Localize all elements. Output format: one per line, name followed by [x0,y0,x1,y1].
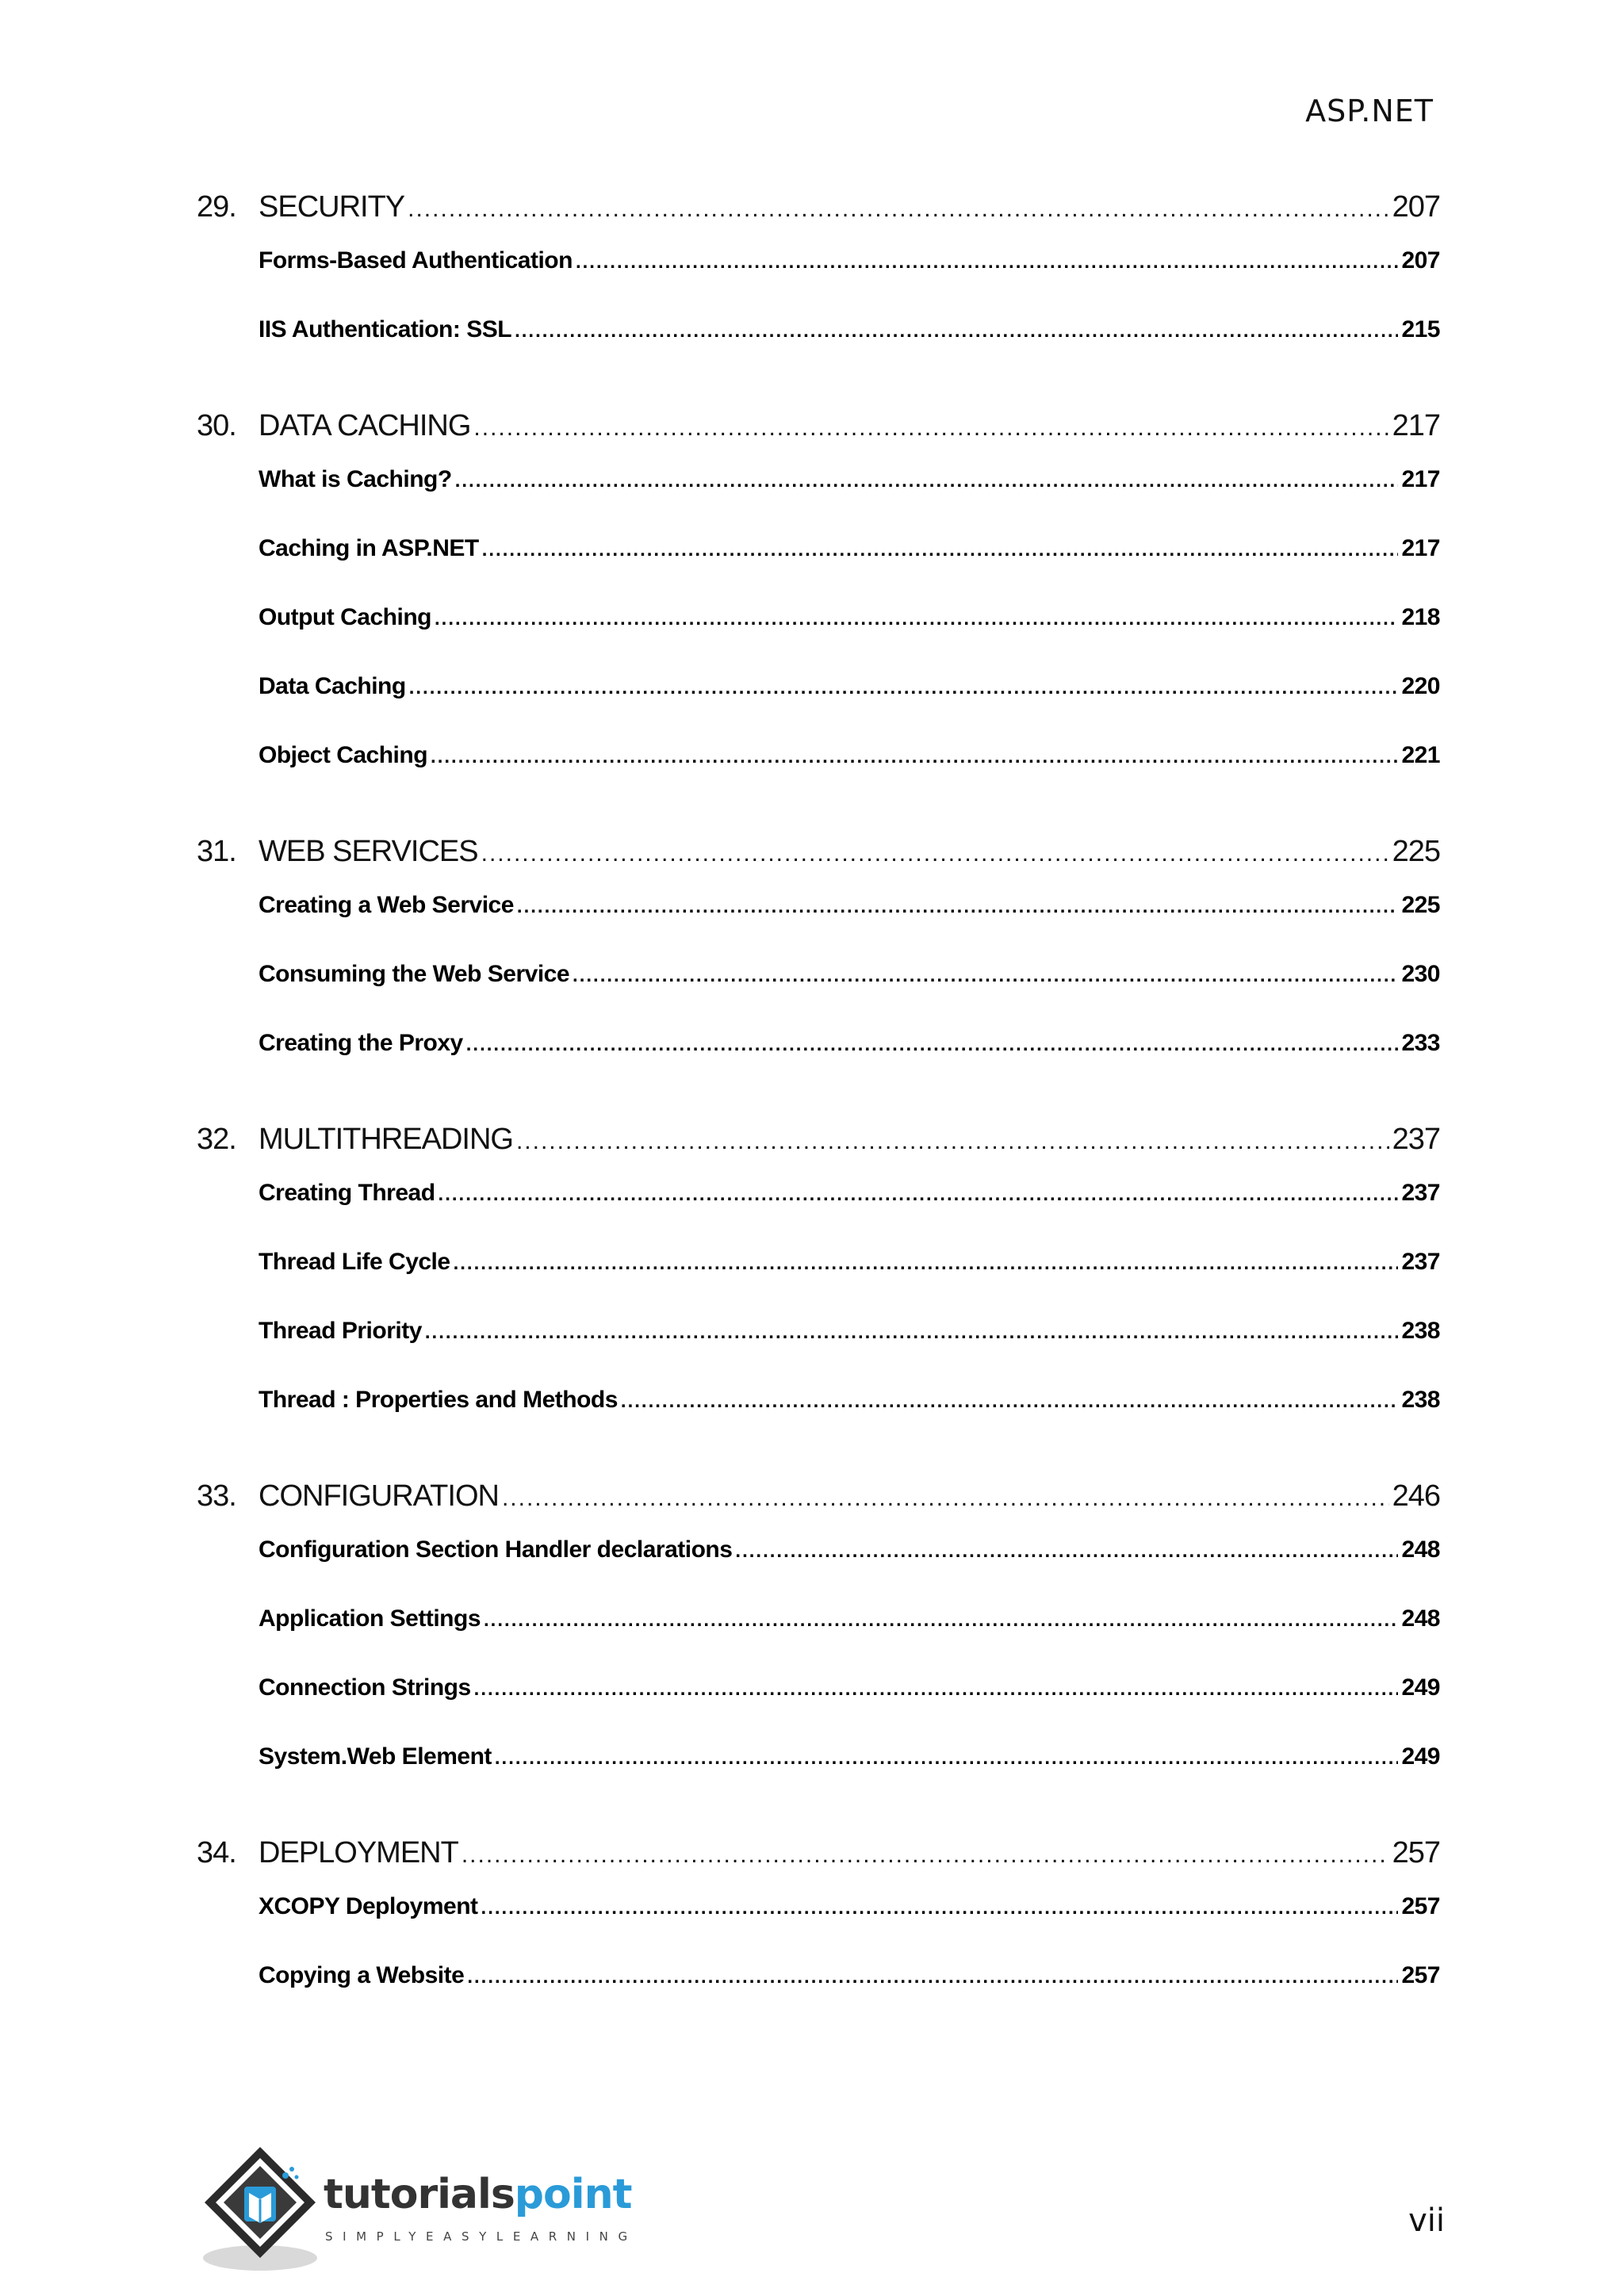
logo-tagline: SIMPLYEASYLEARNING [325,2229,638,2244]
section-page-number: 217 [1401,466,1440,492]
toc-section-entry[interactable] [197,1387,1440,1456]
toc-section-entry[interactable] [197,1674,1440,1743]
section-page-number: 220 [1401,673,1440,699]
section-title: XCOPY Deployment [259,1893,478,1919]
dot-leader [439,1184,1399,1206]
dot-leader [482,539,1399,561]
tutorialspoint-logo [198,2141,638,2275]
dot-leader [495,1747,1399,1770]
chapter-page-number: 246 [1392,1479,1440,1513]
toc-chapter [197,190,1440,409]
dot-leader [467,1966,1398,1988]
toc-section-entry[interactable] [197,247,1440,316]
section-title: Connection Strings [259,1674,471,1701]
chapter-number: 34. [197,1836,236,1869]
section-title: Copying a Website [259,1962,465,1988]
section-title: Thread Life Cycle [259,1249,450,1275]
toc-chapter-entry[interactable] [197,1479,1440,1533]
section-page-number: 249 [1401,1743,1440,1770]
toc-section-entry[interactable] [197,1249,1440,1318]
section-page-number: 238 [1401,1318,1440,1344]
section-title: What is Caching? [259,466,452,492]
toc-section-list [197,1893,1440,2031]
logo-word-point: point [514,2171,632,2218]
toc-section-list [197,1536,1440,1812]
chapter-title: CONFIGURATION [259,1479,499,1513]
dot-leader [462,1842,1389,1869]
section-title: Consuming the Web Service [259,961,570,987]
toc-chapter [197,1123,1440,1479]
toc-section-entry[interactable] [197,1962,1440,2031]
dot-leader [516,1128,1389,1155]
section-title: Thread : Properties and Methods [259,1387,618,1413]
toc-section-entry[interactable] [197,673,1440,742]
dot-leader [481,1897,1399,1919]
chapter-spacer [197,1456,1440,1479]
dot-leader [408,196,1388,223]
dot-leader [515,320,1398,342]
chapter-number: 29. [197,190,236,224]
dot-leader [435,608,1398,630]
section-title: Application Settings [259,1605,481,1632]
section-page-number: 207 [1401,247,1440,274]
section-page-number: 237 [1401,1249,1440,1275]
toc-chapter [197,1836,1440,2031]
toc-section-entry[interactable] [197,1605,1440,1674]
toc-section-entry[interactable] [197,1030,1440,1099]
toc-section-entry[interactable] [197,604,1440,673]
toc-section-entry[interactable] [197,1893,1440,1962]
toc-chapter-entry[interactable] [197,835,1440,889]
section-title: Data Caching [259,673,406,699]
dot-leader [573,965,1398,987]
chapter-title: WEB SERVICES [259,835,478,868]
logo-word-tutorials: tutorials [324,2171,515,2218]
toc-section-list [197,247,1440,385]
chapter-number: 33. [197,1479,236,1513]
toc-chapter-entry[interactable] [197,190,1440,244]
dot-leader [455,470,1399,492]
page-number: vii [1408,2202,1445,2239]
dot-leader [454,1253,1399,1275]
section-page-number: 230 [1401,961,1440,987]
chapter-spacer [197,811,1440,835]
section-page-number: 237 [1401,1180,1440,1206]
running-header: ASP.NET [1305,94,1434,128]
dot-leader [735,1540,1398,1563]
toc-section-list [197,892,1440,1099]
dot-leader [466,1034,1399,1056]
chapter-page-number: 257 [1392,1836,1440,1869]
section-page-number: 248 [1401,1605,1440,1632]
toc-chapter [197,835,1440,1123]
chapter-number: 31. [197,835,236,868]
section-title: Configuration Section Handler declarations [259,1536,733,1563]
section-page-number: 217 [1401,535,1440,561]
chapter-spacer [197,1812,1440,1836]
chapter-number: 30. [197,409,236,442]
toc-section-entry[interactable] [197,1180,1440,1249]
section-title: IIS Authentication: SSL [259,316,512,342]
dot-leader [621,1391,1399,1413]
toc-chapter-entry[interactable] [197,1836,1440,1890]
dot-leader [517,896,1399,918]
toc-section-entry[interactable] [197,892,1440,961]
toc-section-list [197,1180,1440,1456]
logo-emblem-icon [198,2141,325,2275]
table-of-contents [197,190,1440,2031]
section-title: Creating a Web Service [259,892,514,918]
chapter-page-number: 225 [1392,835,1440,868]
dot-leader [474,1678,1399,1701]
section-page-number: 249 [1401,1674,1440,1701]
section-title: Creating Thread [259,1180,435,1206]
toc-chapter-entry[interactable] [197,1123,1440,1177]
dot-leader [484,1609,1398,1632]
chapter-page-number: 207 [1392,190,1440,224]
chapter-title: SECURITY [259,190,405,224]
dot-leader [431,746,1398,768]
section-title: Object Caching [259,742,428,768]
toc-chapter [197,409,1440,835]
dot-leader [481,840,1389,867]
dot-leader [425,1322,1399,1344]
section-page-number: 248 [1401,1536,1440,1563]
chapter-title: DATA CACHING [259,409,471,442]
dot-leader [409,677,1399,699]
section-title: Caching in ASP.NET [259,535,479,561]
chapter-number: 32. [197,1123,236,1156]
section-title: Creating the Proxy [259,1030,463,1056]
section-page-number: 218 [1401,604,1440,630]
toc-chapter-entry[interactable] [197,409,1440,463]
toc-section-entry[interactable] [197,742,1440,811]
chapter-spacer [197,385,1440,409]
toc-section-entry[interactable] [197,1536,1440,1605]
chapter-spacer [197,1099,1440,1123]
dot-leader [502,1485,1389,1512]
section-page-number: 221 [1401,742,1440,768]
section-title: System.Web Element [259,1743,492,1770]
section-title: Thread Priority [259,1318,422,1344]
section-page-number: 233 [1401,1030,1440,1056]
toc-section-entry[interactable] [197,466,1440,535]
section-page-number: 238 [1401,1387,1440,1413]
logo-wordmark [324,2171,631,2218]
dot-leader [576,251,1399,274]
toc-section-entry[interactable] [197,1743,1440,1812]
chapter-title: DEPLOYMENT [259,1836,458,1869]
toc-section-entry[interactable] [197,316,1440,385]
toc-chapter [197,1479,1440,1836]
section-page-number: 215 [1401,316,1440,342]
section-page-number: 257 [1401,1893,1440,1919]
toc-section-entry[interactable] [197,535,1440,604]
chapter-page-number: 217 [1392,409,1440,442]
section-title: Forms-Based Authentication [259,247,573,274]
dot-leader [473,415,1388,442]
chapter-title: MULTITHREADING [259,1123,513,1156]
toc-section-list [197,466,1440,811]
section-page-number: 225 [1401,892,1440,918]
toc-section-entry[interactable] [197,961,1440,1030]
section-title: Output Caching [259,604,431,630]
section-page-number: 257 [1401,1962,1440,1988]
toc-section-entry[interactable] [197,1318,1440,1387]
chapter-page-number: 237 [1392,1123,1440,1156]
